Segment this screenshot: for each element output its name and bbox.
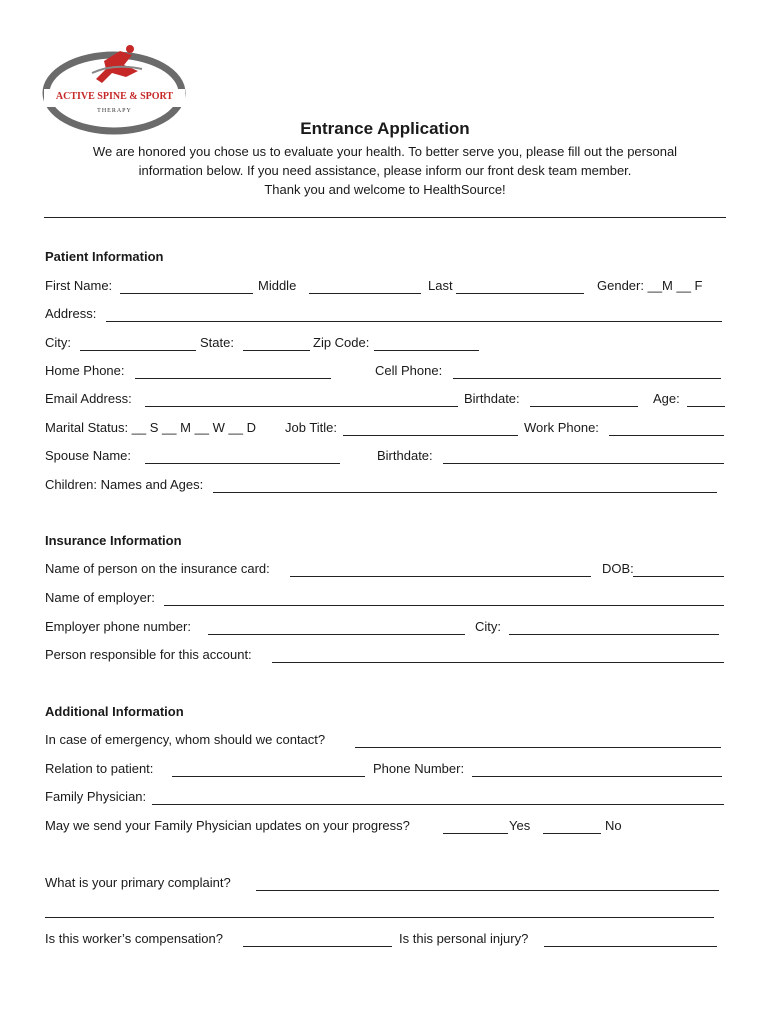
first-name-label: First Name:	[45, 278, 113, 293]
intro-line-1: We are honored you chose us to evaluate your health. To better serve you, please fill out the personal	[92, 144, 678, 159]
city-label: City:	[45, 335, 71, 350]
emergency-contact-field[interactable]	[355, 747, 721, 748]
city-field[interactable]	[80, 350, 196, 351]
address-label: Address:	[45, 306, 97, 321]
personal-injury-label: Is this personal injury?	[399, 931, 529, 946]
patient-section-heading: Patient Information	[45, 249, 164, 264]
emergency-contact-label: In case of emergency, whom should we contact?	[45, 732, 326, 747]
family-physician-field[interactable]	[152, 804, 724, 805]
employer-label: Name of employer:	[45, 590, 155, 605]
insurance-city-field[interactable]	[509, 634, 719, 635]
cell-phone-field[interactable]	[453, 378, 721, 379]
email-field[interactable]	[145, 406, 458, 407]
state-field[interactable]	[243, 350, 310, 351]
updates-yes-label: Yes	[509, 818, 531, 833]
primary-complaint-field[interactable]	[256, 890, 719, 891]
children-field[interactable]	[213, 492, 717, 493]
physician-updates-label: May we send your Family Physician updates on your progress?	[45, 818, 410, 833]
home-phone-label: Home Phone:	[45, 363, 125, 378]
relation-label: Relation to patient:	[45, 761, 154, 776]
header-divider	[44, 217, 726, 218]
spouse-name-label: Spouse Name:	[45, 448, 131, 463]
employer-field[interactable]	[164, 605, 724, 606]
primary-complaint-label: What is your primary complaint?	[45, 875, 231, 890]
family-physician-label: Family Physician:	[45, 789, 147, 804]
dob-field[interactable]	[633, 576, 724, 577]
address-field[interactable]	[106, 321, 722, 322]
page-title: Entrance Application	[300, 119, 470, 138]
personal-injury-field[interactable]	[544, 946, 717, 947]
additional-section-heading: Additional Information	[45, 704, 184, 719]
relation-field[interactable]	[172, 776, 365, 777]
age-field[interactable]	[687, 406, 725, 407]
middle-name-field[interactable]	[309, 293, 421, 294]
updates-no-field[interactable]	[543, 833, 601, 834]
phone-number-field[interactable]	[472, 776, 722, 777]
responsible-person-label: Person responsible for this account:	[45, 647, 252, 662]
gender-field[interactable]: Gender: __M __ F	[597, 278, 703, 293]
primary-complaint-field-line-2[interactable]	[45, 917, 714, 918]
updates-no-label: No	[605, 818, 622, 833]
employer-phone-label: Employer phone number:	[45, 619, 191, 634]
birthdate-field[interactable]	[530, 406, 638, 407]
updates-yes-field[interactable]	[443, 833, 508, 834]
zip-field[interactable]	[374, 350, 479, 351]
job-title-label: Job Title:	[285, 420, 338, 435]
cell-phone-label: Cell Phone:	[375, 363, 443, 378]
age-label: Age:	[653, 391, 680, 406]
logo-text-subtitle: THERAPY	[97, 108, 132, 114]
workers-comp-label: Is this worker’s compensation?	[45, 931, 223, 946]
dob-label: DOB:	[602, 561, 634, 576]
intro-line-2: information below. If you need assistance, please inform our front desk team member.	[138, 163, 632, 178]
employer-phone-field[interactable]	[208, 634, 465, 635]
spouse-birthdate-field[interactable]	[443, 463, 724, 464]
intro-line-3: Thank you and welcome to HealthSource!	[264, 182, 506, 197]
birthdate-label: Birthdate:	[464, 391, 520, 406]
spouse-birthdate-label: Birthdate:	[377, 448, 433, 463]
logo-text-name: ACTIVE SPINE & SPORT	[55, 91, 174, 102]
marital-status-field[interactable]: Marital Status: __ S __ M __ W __ D	[45, 420, 256, 435]
phone-number-label: Phone Number:	[373, 761, 465, 776]
state-label: State:	[200, 335, 234, 350]
home-phone-field[interactable]	[135, 378, 331, 379]
work-phone-label: Work Phone:	[524, 420, 599, 435]
insurance-card-name-field[interactable]	[290, 576, 591, 577]
middle-name-label: Middle	[258, 278, 297, 293]
children-label: Children: Names and Ages:	[45, 477, 204, 492]
insurance-card-name-label: Name of person on the insurance card:	[45, 561, 270, 576]
insurance-section-heading: Insurance Information	[45, 533, 182, 548]
responsible-person-field[interactable]	[272, 662, 724, 663]
work-phone-field[interactable]	[609, 435, 724, 436]
zip-label: Zip Code:	[313, 335, 370, 350]
insurance-city-label: City:	[475, 619, 501, 634]
spouse-name-field[interactable]	[145, 463, 340, 464]
last-name-field[interactable]	[456, 293, 584, 294]
last-name-label: Last	[428, 278, 453, 293]
first-name-field[interactable]	[120, 293, 253, 294]
workers-comp-field[interactable]	[243, 946, 392, 947]
email-label: Email Address:	[45, 391, 132, 406]
job-title-field[interactable]	[343, 435, 518, 436]
